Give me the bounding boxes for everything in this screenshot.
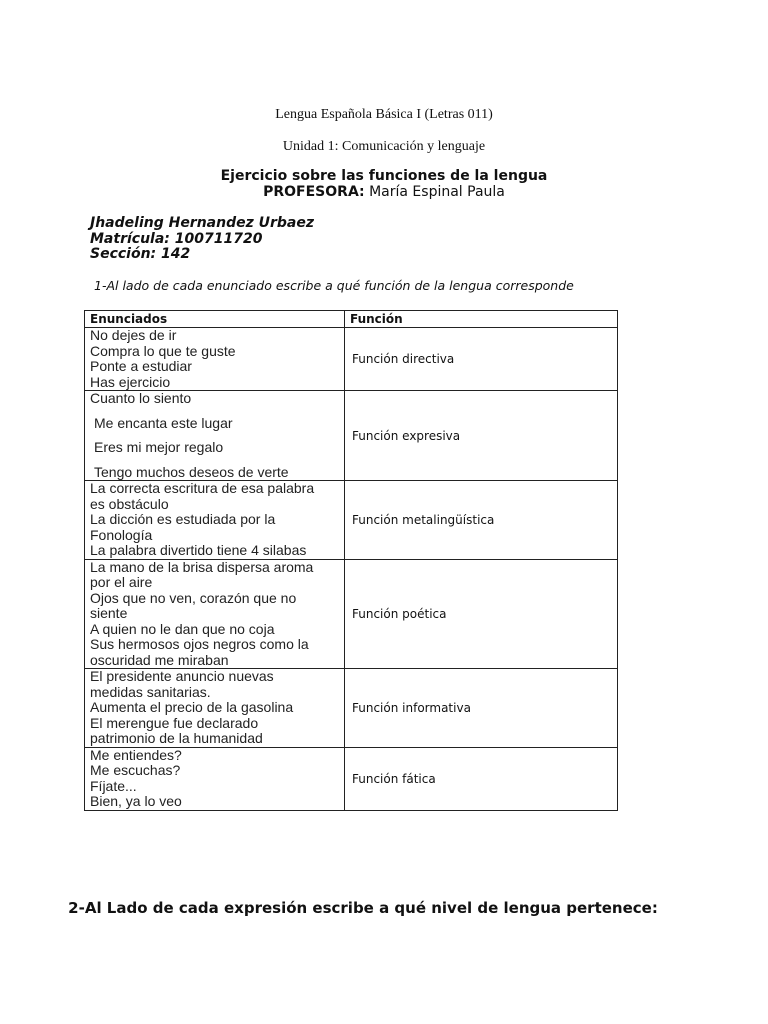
statement: oscuridad me miraban <box>90 651 229 668</box>
student-name: Jhadeling Hernandez Urbaez <box>90 215 315 231</box>
function-cell: Función directiva <box>345 328 618 391</box>
statement: por el aire <box>90 574 153 590</box>
question2-instruction: 2-Al Lado de cada expresión escribe a qué nivel de lengua pertenece: <box>68 899 658 917</box>
statements-cell <box>85 559 345 669</box>
statement: La mano de la brisa dispersa aroma <box>90 558 314 575</box>
function-cell: Función expresiva <box>345 391 618 481</box>
student-matricula: Matrícula: 100711720 <box>90 231 263 247</box>
professor-line <box>0 184 768 200</box>
statement: Me entiendes? <box>90 746 182 763</box>
exercise-title: Ejercicio sobre las funciones de la lengua <box>220 168 548 184</box>
function-cell: Función metalingüística <box>345 481 618 560</box>
statement: siente <box>90 605 128 621</box>
header-enunciados: Enunciados <box>85 311 345 328</box>
table-row <box>85 328 618 391</box>
question1-instruction: 1-Al lado de cada enunciado escribe a qué función de la lengua corresponde <box>94 278 574 293</box>
professor-label: PROFESORA: <box>263 184 365 200</box>
statements-cell <box>85 747 345 810</box>
table-row <box>85 391 618 481</box>
statement: medidas sanitarias. <box>90 683 211 700</box>
statement: La correcta escritura de esa palabra <box>90 480 315 496</box>
statement: Sus hermosos ojos negros como la <box>90 636 309 652</box>
header-funcion: Función <box>345 311 618 328</box>
statement: La palabra divertido tiene 4 silabas <box>90 542 307 558</box>
table-row <box>85 747 618 810</box>
statements-cell <box>85 328 345 391</box>
statement: Me encanta este lugar <box>94 414 233 431</box>
statement: No dejes de ir <box>90 327 177 343</box>
function-cell: Función informativa <box>345 669 618 748</box>
statement: Me escuchas? <box>90 762 181 778</box>
statement: Fíjate... <box>90 777 137 794</box>
statement: patrimonio de la humanidad <box>90 730 263 746</box>
statement: Aumenta el precio de la gasolina <box>90 699 294 715</box>
table-header-row <box>85 311 618 328</box>
statement: A quien no le dan que no coja <box>90 620 275 637</box>
statement: Bien, ya lo veo <box>90 793 182 809</box>
student-seccion: Sección: 142 <box>90 246 191 262</box>
document-title: Lengua Española Básica I (Letras 011) <box>275 107 493 122</box>
statement: La dicción es estudiada por la <box>90 511 276 527</box>
functions-table <box>84 310 618 811</box>
statement: Eres mi mejor regalo <box>94 439 224 455</box>
statement: El presidente anuncio nuevas <box>90 668 274 684</box>
statement: Ponte a estudiar <box>90 358 192 374</box>
statements-cell <box>85 391 345 481</box>
statements-cell <box>85 669 345 748</box>
statement: es obstáculo <box>90 495 169 512</box>
table-row <box>85 481 618 560</box>
professor-name: María Espinal Paula <box>369 184 505 200</box>
function-cell: Función fática <box>345 747 618 810</box>
statement: Tengo muchos deseos de verte <box>94 463 289 480</box>
unit-title: Unidad 1: Comunicación y lenguaje <box>282 139 486 154</box>
statement: Cuanto lo siento <box>90 390 192 406</box>
statements-cell <box>85 481 345 560</box>
statement: Has ejercicio <box>90 373 171 390</box>
statement: Compra lo que te guste <box>90 342 236 359</box>
statement: Ojos que no ven, corazón que no <box>90 589 297 606</box>
table-row <box>85 559 618 669</box>
function-cell: Función poética <box>345 559 618 669</box>
statement: Fonología <box>90 526 153 543</box>
table-row <box>85 669 618 748</box>
statement: El merengue fue declarado <box>90 714 259 731</box>
